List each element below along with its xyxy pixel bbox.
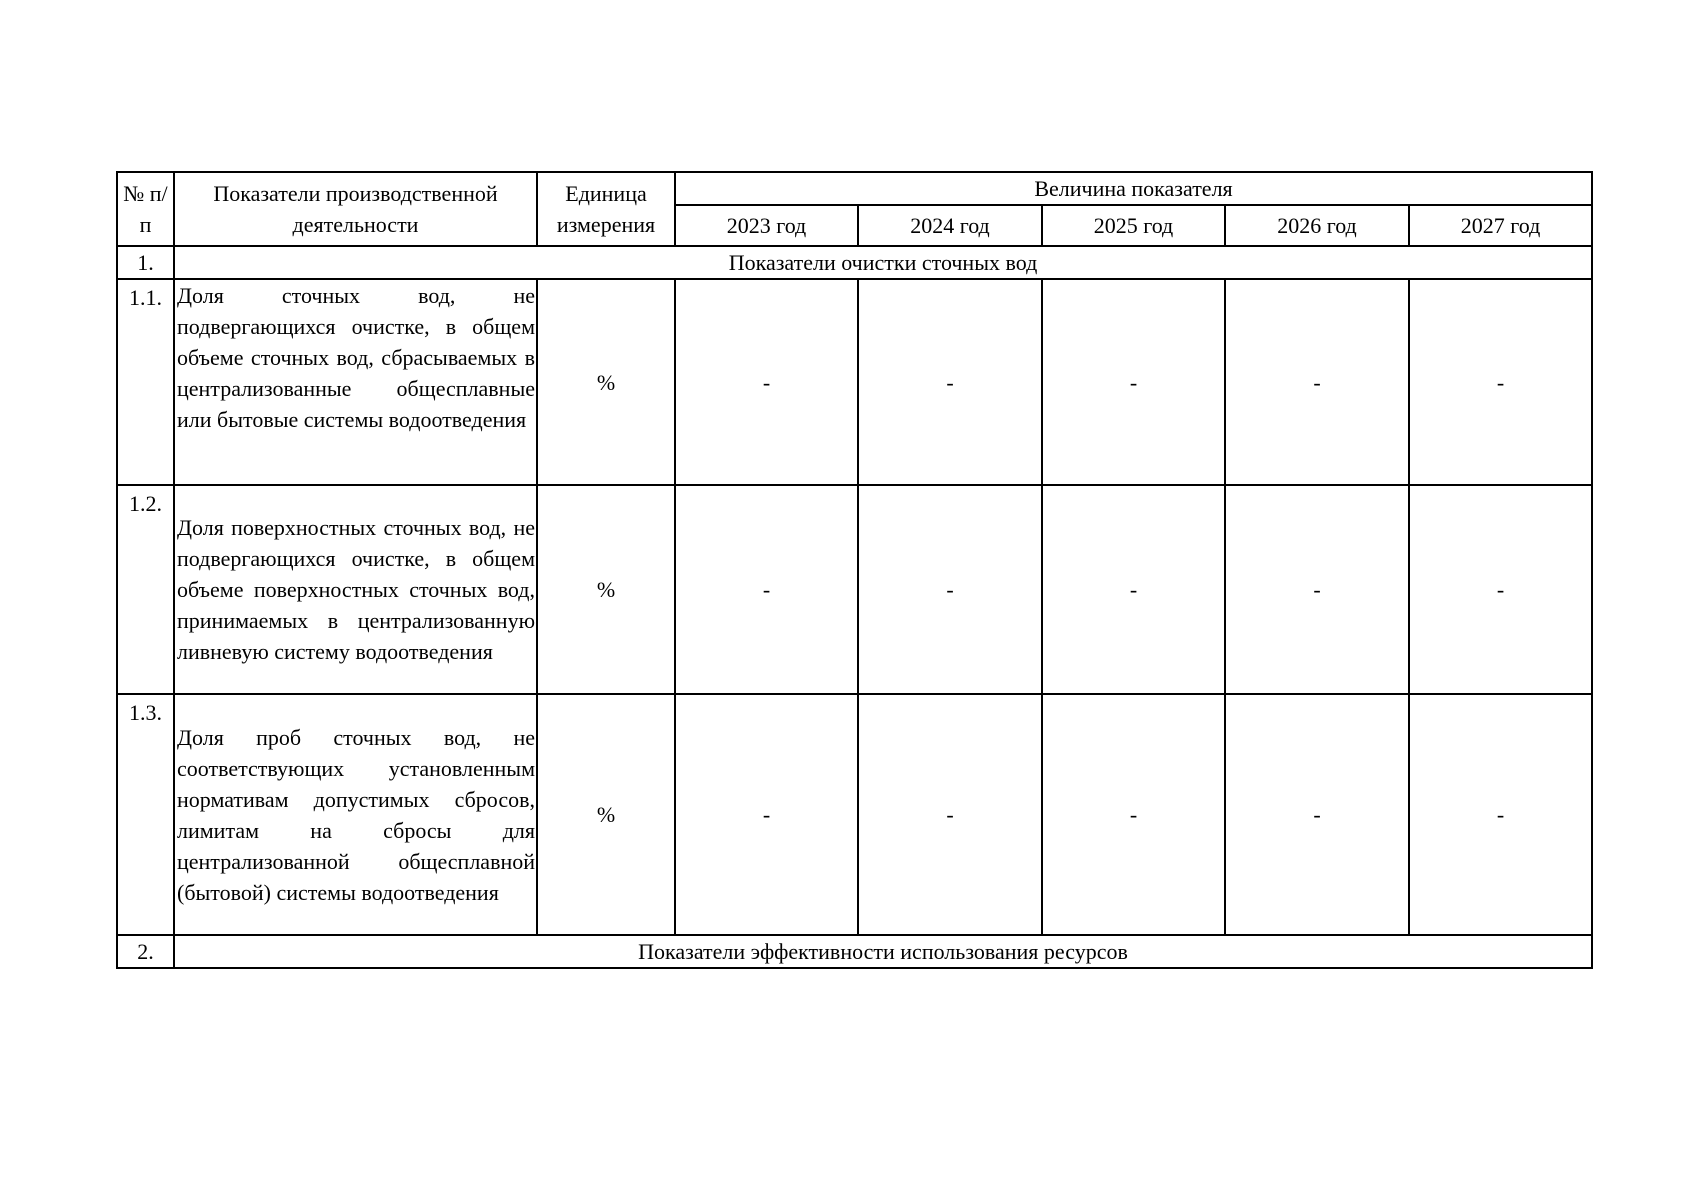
- row-value-2023: -: [675, 694, 858, 935]
- header-value-group: Величина показателя: [675, 172, 1592, 205]
- indicators-table: [116, 171, 1593, 969]
- row-value-2025: -: [1042, 694, 1225, 935]
- header-num: № п/п: [117, 172, 174, 246]
- row-num: 1.2.: [117, 485, 174, 694]
- header-year-2025: 2025 год: [1042, 205, 1225, 246]
- row-value-2027: -: [1409, 694, 1592, 935]
- row-value-2025: -: [1042, 279, 1225, 485]
- table-row: [117, 279, 1592, 485]
- row-unit: %: [537, 694, 675, 935]
- section-row: [117, 935, 1592, 968]
- table-row: [117, 485, 1592, 694]
- row-value-2024: -: [858, 485, 1042, 694]
- row-indicator-name: [174, 279, 537, 485]
- row-value-2026: -: [1225, 279, 1409, 485]
- row-value-2023: -: [675, 279, 858, 485]
- header-year-2027: 2027 год: [1409, 205, 1592, 246]
- row-value-2025: -: [1042, 485, 1225, 694]
- row-indicator-text: Доля проб сточных вод, не соответствующих установленным нормативам допустимых сбросов, лимитам на сбросы для централизованной общесплавной (бытовой) системы водоотведения: [177, 724, 535, 905]
- row-value-2026: -: [1225, 485, 1409, 694]
- table-row: [117, 694, 1592, 935]
- row-unit: %: [537, 485, 675, 694]
- header-indicator: Показатели производственной деятельности: [174, 172, 537, 246]
- row-indicator-name: [174, 485, 537, 694]
- header-year-2024: 2024 год: [858, 205, 1042, 246]
- row-num: 1.3.: [117, 694, 174, 935]
- section-num: 2.: [117, 935, 174, 968]
- header-year-2023: 2023 год: [675, 205, 858, 246]
- section-title: Показатели очистки сточных вод: [174, 246, 1592, 279]
- row-indicator-text: Доля сточных вод, не подвергающихся очистке, в общем объеме сточных вод, сбрасываемых в централизованные общесплавные или бытовые системы водоотведения: [177, 283, 535, 432]
- section-num: 1.: [117, 246, 174, 279]
- row-value-2026: -: [1225, 694, 1409, 935]
- row-value-2027: -: [1409, 485, 1592, 694]
- header-year-2026: 2026 год: [1225, 205, 1409, 246]
- row-value-2023: -: [675, 485, 858, 694]
- row-value-2024: -: [858, 279, 1042, 485]
- row-num: 1.1.: [117, 279, 174, 485]
- row-indicator-text: Доля поверхностных сточных вод, не подвергающихся очистке, в общем объеме поверхностных сточных вод, принимаемых в централизованную ливневую систему водоотведения: [177, 515, 535, 664]
- section-title: Показатели эффективности использования ресурсов: [174, 935, 1592, 968]
- row-value-2024: -: [858, 694, 1042, 935]
- section-row: [117, 246, 1592, 279]
- row-indicator-name: [174, 694, 537, 935]
- row-unit: %: [537, 279, 675, 485]
- row-value-2027: -: [1409, 279, 1592, 485]
- header-unit: Единица измерения: [537, 172, 675, 246]
